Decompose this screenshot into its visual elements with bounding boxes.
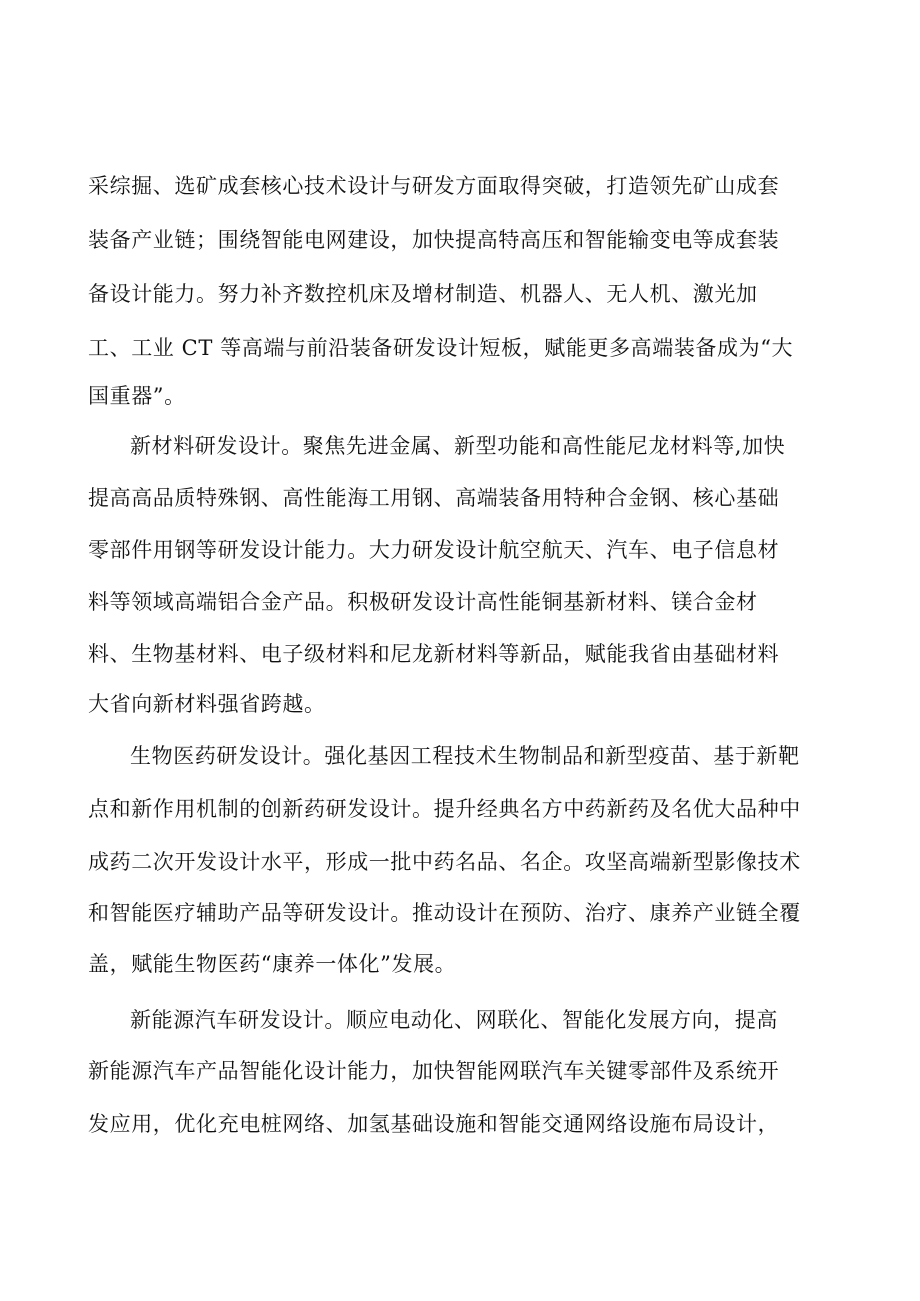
paragraph-4-line-2: 新能源汽车产品智能化设计能力，加快智能网联汽车关键零部件及系统开 bbox=[88, 1059, 780, 1083]
paragraph-3-line-4: 和智能医疗辅助产品等研发设计。推动设计在预防、治疗、康养产业链全覆 bbox=[88, 901, 801, 925]
paragraph-1-line-3: 备设计能力。努力补齐数控机床及增材制造、机器人、无人机、激光加 bbox=[88, 282, 758, 306]
paragraph-2-line-1: 新材料研发设计。聚焦先进金属、新型功能和高性能尼龙材料等,加快 bbox=[130, 434, 786, 458]
paragraph-3-line-2: 点和新作用机制的创新药研发设计。提升经典名方中药新药及名优大品种中 bbox=[88, 797, 801, 821]
paragraph-4-line-3: 发应用，优化充电桩网络、加氢基础设施和智能交通网络设施布局设计， bbox=[88, 1112, 780, 1136]
paragraph-1-line-1: 采综掘、选矿成套核心技术设计与研发方面取得突破，打造领先矿山成套 bbox=[88, 174, 780, 198]
paragraph-2-line-5: 料、生物基材料、电子级材料和尼龙新材料等新品，赋能我省由基础材料 bbox=[88, 642, 780, 666]
paragraph-3-line-3: 成药二次开发设计水平，形成一批中药名品、名企。攻坚高端新型影像技术 bbox=[88, 850, 801, 874]
paragraph-4-line-1: 新能源汽车研发设计。顺应电动化、网联化、智能化发展方向，提高 bbox=[130, 1008, 778, 1032]
paragraph-1-line-5: 国重器”。 bbox=[88, 384, 186, 408]
paragraph-1-line-4: 工、工业 CT 等高端与前沿装备研发设计短板，赋能更多高端装备成为“大 bbox=[88, 336, 794, 360]
paragraph-3-line-5: 盖，赋能生物医药“康养一体化”发展。 bbox=[88, 952, 457, 976]
paragraph-2-line-4: 料等领域高端铝合金产品。积极研发设计高性能铜基新材料、镁合金材 bbox=[88, 590, 758, 614]
paragraph-2-line-6: 大省向新材料强省跨越。 bbox=[88, 692, 326, 716]
paragraph-1-line-2: 装备产业链；围绕智能电网建设，加快提高特高压和智能输变电等成套装 bbox=[88, 228, 780, 252]
paragraph-3-line-1: 生物医药研发设计。强化基因工程技术生物制品和新型疫苗、基于新靶 bbox=[130, 744, 800, 768]
paragraph-2-line-3: 零部件用钢等研发设计能力。大力研发设计航空航天、汽车、电子信息材 bbox=[88, 538, 780, 562]
paragraph-2-line-2: 提高高品质特殊钢、高性能海工用钢、高端装备用特种合金钢、核心基础 bbox=[88, 486, 780, 510]
